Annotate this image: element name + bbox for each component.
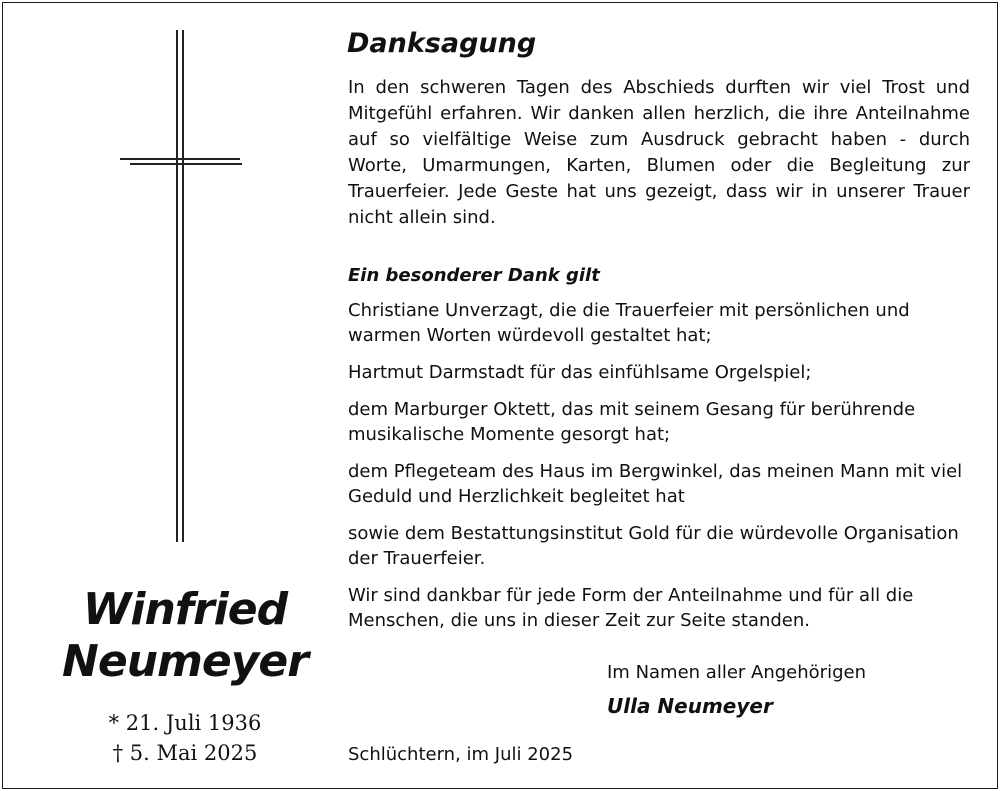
intro-paragraph: In den schweren Tagen des Abschieds durften wir viel Trost und Mitgefühl erfahren. Wir danken allen herzlich, die ihre Anteilnahme auf so vielfältige Weise zum Ausdruck gebracht haben - durch Worte, Umarmungen, Karten, Blumen oder die Begleitung zur Trauerfeier. Jede Geste hat uns gezeigt, dass wir in unserer Trauer nicht allein sind. bbox=[348, 77, 970, 228]
deceased-last-name: Neumeyer bbox=[62, 636, 308, 687]
signer-name: Ulla Neumeyer bbox=[607, 694, 773, 718]
thanks-item: dem Marburger Oktett, das mit seinem Gesang für berührende musikalische Momente gesorgt hat; bbox=[348, 399, 916, 445]
signoff-line: Im Namen aller Angehörigen bbox=[607, 662, 866, 683]
deceased-first-name: Winfried bbox=[82, 584, 288, 635]
death-date: † 5. Mai 2025 bbox=[112, 741, 258, 765]
thanks-item: sowie dem Bestattungsinstitut Gold für die würdevolle Organisation der Trauerfeier. bbox=[348, 523, 959, 569]
notice-title: Danksagung bbox=[347, 28, 537, 59]
thanks-item: dem Pflegeteam des Haus im Bergwinkel, das meinen Mann mit viel Geduld und Herzlichkeit begleitet hat bbox=[348, 461, 963, 507]
thanks-item: Christiane Unverzagt, die die Trauerfeier mit persönlichen und warmen Worten würdevoll gestaltet hat; bbox=[348, 300, 910, 346]
birth-date: * 21. Juli 1936 bbox=[108, 711, 262, 735]
place-date: Schlüchtern, im Juli 2025 bbox=[348, 744, 574, 765]
thanks-item: Hartmut Darmstadt für das einfühlsame Orgelspiel; bbox=[348, 362, 812, 383]
thanks-list bbox=[348, 298, 970, 645]
thanks-closing: Wir sind dankbar für jede Form der Anteilnahme und für all die Menschen, die uns in dieser Zeit zur Seite standen. bbox=[348, 585, 914, 631]
special-thanks-heading: Ein besonderer Dank gilt bbox=[348, 265, 600, 286]
